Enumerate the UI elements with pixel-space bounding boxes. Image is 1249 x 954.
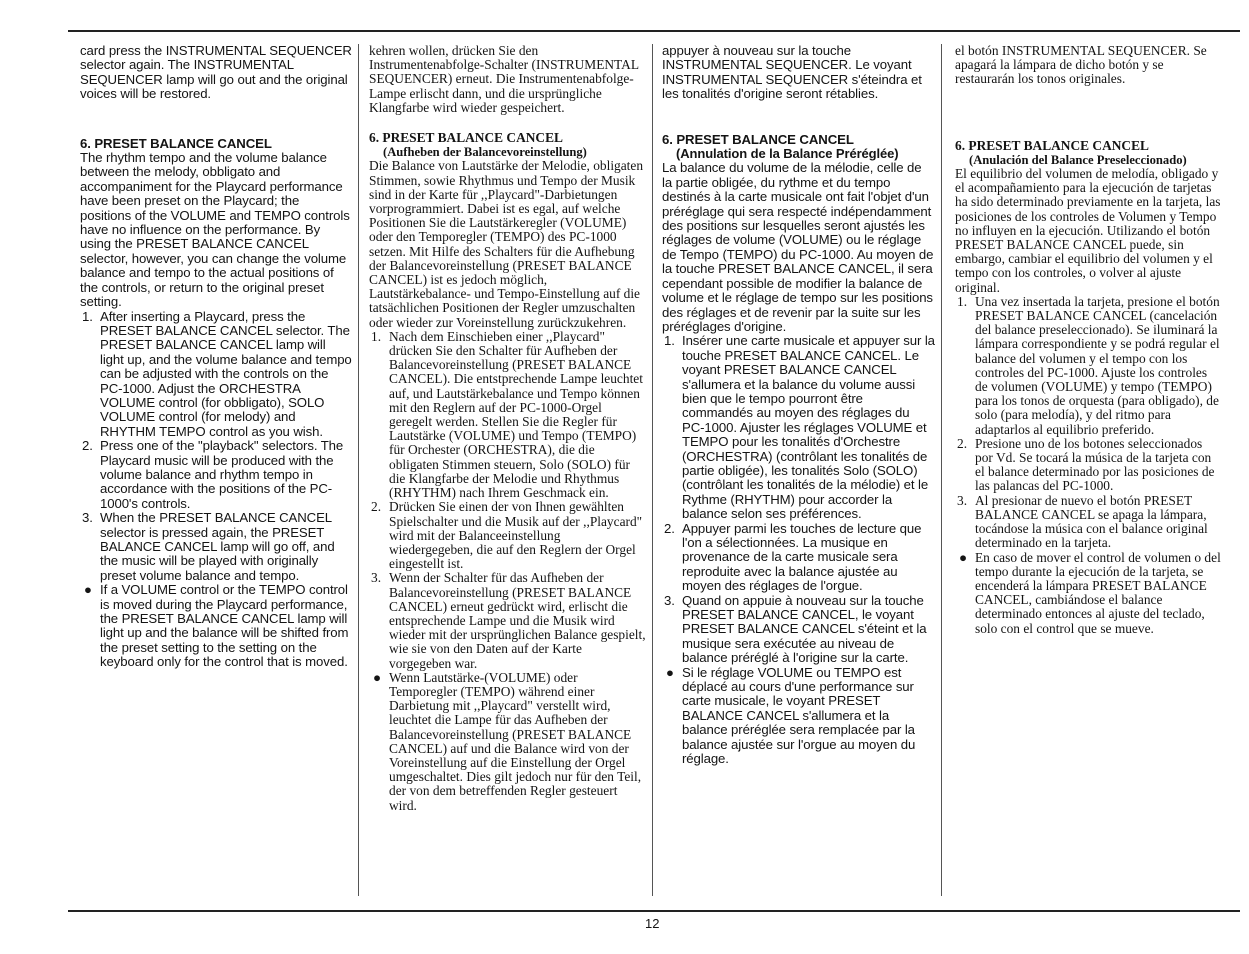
- column-french: [662, 44, 935, 767]
- column-divider-2: [652, 44, 653, 896]
- german-intro: kehren wollen, drücken Sie den Instrumentenabfolge-Schalter (INSTRUMENTAL SEQUENCER) erneut. Die Instrumentenabfolge-Lampe erlischt dann, und die ursprüngliche Klangfarbe wird wieder gespeichert.: [369, 44, 639, 115]
- list-item-text: Insérer une carte musicale et appuyer sur la touche PRESET BALANCE CANCEL. Le voyant PRESET BALANCE CANCEL s'allumera et la balance du volume aussi bien que le tempo pourront être commandés au moyen des réglages du PC-1000. Ajuster les réglages VOLUME et TEMPO pour les tonalités d'Orchestre (ORCHESTRA) (contrôlant les tonalités de partie obligée), les tonalités Solo (SOLO) (contrôlant les tonalités de la mélodie) et le Rythme (RHYTHM) pour accorder la balance selon ses préférences.: [682, 333, 935, 522]
- bullet-marker: ●: [373, 669, 382, 685]
- bullet-marker: ●: [959, 549, 968, 565]
- list-marker: 2.: [371, 499, 382, 515]
- french-list: [662, 334, 935, 766]
- french-body: La balance du volume de la mélodie, celle de la partie obligée, du rythme et du tempo destinés à la carte musicale ont fait l'objet d'un préréglage qui sera respecté indépendamment des positions sur lesquelles seront ajustés les réglages de volume (VOLUME) ou le réglage de Tempo (TEMPO) du PC-1000. Au moyen de la touche PRESET BALANCE CANCEL, il sera cependant possible de modifier la balance de volume et le réglage de tempo sur les positions des réglages et de revenir par la suite sur les préréglages d'origine.: [662, 160, 934, 334]
- french-intro: appuyer à nouveau sur la touche INSTRUMENTAL SEQUENCER. Le voyant INSTRUMENTAL SEQUENCER s'éteindra et les tonalités d'origine seront rétablies.: [662, 44, 922, 102]
- list-item-text: When the PRESET BALANCE CANCEL selector is pressed again, the PRESET BALANCE CANCEL lamp will go off, and the music will be played with originally preset volume balance and tempo.: [100, 510, 335, 583]
- list-item: [955, 295, 1223, 437]
- list-item-text: Una vez insertada la tarjeta, presione el botón PRESET BALANCE CANCEL (cancelación del balance preseleccionado). Se iluminará la lámpara correspondiente y se podrá regular el balance del volumen y el tempo con los controles del PC-1000. Ajuste los controles de volumen (VOLUME) y tempo (TEMPO) para los tonos de orquesta (para obligado), de solo (para melodía), y del ritmo para adaptarlos al equilibrio preferido.: [975, 293, 1220, 437]
- list-item-text: Press one of the "playback" selectors. The Playcard music will be produced with the volume balance and rhythm tempo in accordance with the positions of the PC-1000's controls.: [100, 438, 344, 511]
- list-item: [80, 310, 352, 440]
- spanish-body: El equilibrio del volumen de melodía, obligado y el acompañamiento para la ejecución de tarjetas ha sido determinado previamente en la tarjeta, las posiciones de los controles de Volumen y Tempo no influyen en la ejecución. Utilizando el botón PRESET BALANCE CANCEL puede, sin embargo, cambiar el equilibrio del volumen y el tempo con los controles, o volver al ajuste original.: [955, 166, 1221, 295]
- list-item: [662, 334, 935, 521]
- column-divider-1: [358, 44, 359, 896]
- list-item-text: Wenn der Schalter für das Aufheben der Balancevoreinstellung (PRESET BALANCE CANCEL) erneut gedrückt wird, erlischt die entsprechende Lampe und die Musik wird wieder mit der ursprünglichen Balance gespielt, wie sie von den Daten auf der Karte vorgegeben war.: [389, 570, 646, 671]
- list-marker: 2.: [82, 438, 93, 454]
- list-item-text: Si le réglage VOLUME ou TEMPO est déplacé au cours d'une performance sur carte musicale, le voyant PRESET BALANCE CANCEL s'allumera et la balance préréglée sera remplacée par la balance ajustée sur l'orgue au moyen du réglage.: [682, 664, 916, 767]
- list-item: [662, 594, 935, 666]
- list-item-text: Presione uno de los botones seleccionados por Vd. Se tocará la música de la tarjeta con el balance determinado por las posiciones de las palancas del PC-1000.: [975, 435, 1215, 494]
- list-marker: 1.: [664, 333, 675, 349]
- german-body: Die Balance von Lautstärke der Melodie, obligaten Stimmen, sowie Rhythmus und Tempo der Musik sind in der Karte für ,,Playcard"-Darbietungen vorprogrammiert. Dabei ist es egal, auf welche Positionen Sie die Lautstärkeregler (VOLUME) oder den Temporegler (TEMPO) des PC-1000 setzen. Mit Hilfe des Schalters für die Aufhebung der Balancevoreinstellung (PRESET BALANCE CANCEL) ist es jedoch möglich, Lautstärkebalance- und Tempo-Einstellung auf die tatsächlichen Positionen der Regler umzuschalten oder wieder zur Voreinstellung zurückzukehren.: [369, 158, 644, 330]
- bullet-marker: ●: [84, 582, 92, 598]
- list-marker: 1.: [82, 308, 93, 324]
- list-item-text: Nach dem Einschieben einer ,,Playcard" drücken Sie den Schalter für Aufheben der Balancevoreinstellung (PRESET BALANCE CANCEL). Die entstprechende Lampe leuchtet auf, und Lautstärkebalance und Tempo können mit den Reglern auf der PC-1000-Orgel geregelt werden. Stellen Sie die Regler für Lautstärke (VOLUME) und Tempo (TEMPO) für Orchester (ORCHESTRA), die die obligaten Stimmen steuern, Solo (SOLO) für die Klangfarbe der Melodie und Rhythmus (RHYTHM) nach Ihrem Geschmack ein.: [389, 328, 643, 501]
- list-item: [80, 511, 352, 583]
- column-spanish: [955, 44, 1223, 636]
- list-marker: 3.: [371, 570, 382, 586]
- list-marker: 2.: [957, 435, 968, 451]
- column-german: [369, 44, 646, 813]
- spanish-list: [955, 295, 1223, 636]
- spanish-intro: el botón INSTRUMENTAL SEQUENCER. Se apagará la lámpara de dicho botón y se restaurarán los tonos originales.: [955, 44, 1207, 87]
- list-item: [662, 666, 935, 767]
- english-intro: card press the INSTRUMENTAL SEQUENCER selector again. The INSTRUMENTAL SEQUENCER lamp will go out and the original voices will be restored.: [80, 44, 352, 102]
- english-list: [80, 310, 352, 670]
- english-body: The rhythm tempo and the volume balance between the melody, obbligato and accompaniment for the Playcard performance have been preset on the Playcard; the positions of the VOLUME and TEMPO controls have no influence on the performance. By using the PRESET BALANCE CANCEL selector, however, you can change the volume balance and tempo to the actual positions of the controls, or return to the original preset setting.: [80, 150, 350, 310]
- spanish-heading: 6. PRESET BALANCE CANCEL: [955, 137, 1149, 153]
- list-item-text: Appuyer parmi les touches de lecture que l'on a sélectionnées. La musique en provenance de la carte musicale sera reproduite avec la balance ajustée au moyen des réglages de l'orgue.: [682, 520, 922, 594]
- top-rule: [68, 30, 1240, 32]
- german-list: [369, 330, 646, 813]
- list-marker: 3.: [82, 510, 93, 526]
- list-item: [369, 571, 646, 670]
- list-marker: 3.: [664, 592, 675, 608]
- list-marker: 2.: [664, 520, 675, 536]
- list-item-text: If a VOLUME control or the TEMPO control is moved during the Playcard performance, the PRESET BALANCE CANCEL lamp will light up and the balance will be shifted from the preset setting to the setting on the keyboard only for the control that is moved.: [100, 582, 349, 670]
- list-item: [662, 522, 935, 594]
- list-item: [369, 671, 646, 813]
- list-item-text: Drücken Sie einen der von Ihnen gewählten Spielschalter und die Musik auf der ,,Playcard" wird mit der Balanceeinstellung wiedergegeben, die auf den Reglern der Orgel eingestellt ist.: [389, 499, 643, 572]
- list-marker: 1.: [371, 328, 382, 344]
- list-item: [369, 500, 646, 571]
- french-subheading: (Annulation de la Balance Préréglée): [676, 146, 899, 162]
- list-item: [955, 551, 1223, 636]
- list-item: [80, 439, 352, 511]
- list-item-text: Quand on appuie à nouveau sur la touche PRESET BALANCE CANCEL, le voyant PRESET BALANCE CANCEL s'éteint et la musique sera exécutée au niveau de balance préréglé à l'origine sur la carte.: [682, 592, 927, 666]
- list-item-text: After inserting a Playcard, press the PRESET BALANCE CANCEL selector. The PRESET BALANCE CANCEL lamp will light up, and the volume balance and tempo can be adjusted with the controls on the PC-1000. Adjust the ORCHESTRA VOLUME control (for obbligato), SOLO VOLUME control (for melody) and RHYTHM TEMPO control as you wish.: [100, 308, 352, 439]
- german-subheading: (Aufheben der Balancevoreinstellung): [383, 145, 587, 160]
- list-item: [955, 437, 1223, 494]
- page-number: 12: [645, 916, 660, 931]
- list-item: [369, 330, 646, 500]
- list-item-text: En caso de mover el control de volumen o del tempo durante la ejecución de la tarjeta, se encenderá la lámpara PRESET BALANCE CANCEL, cambiándose el balance determinado entonces al ajuste del teclado, solo con el control que se mueve.: [975, 549, 1221, 636]
- german-heading: 6. PRESET BALANCE CANCEL: [369, 130, 563, 146]
- list-item-text: Wenn Lautstärke-(VOLUME) oder Temporegler (TEMPO) während einer Darbietung mit ,,Playcard" verstellt wird, leuchtet die Lampe für das Aufheben der Balancevoreinstellung (PRESET BALANCE CANCEL) auf und die Balance wird von der Voreinstellung auf die Einstellung der Orgel umgeschaltet. Dies gilt jedoch nur für den Teil, der von dem betreffenden Regler gesteuert wird.: [389, 669, 642, 813]
- list-marker: 3.: [957, 492, 968, 508]
- bullet-marker: ●: [666, 664, 674, 680]
- english-heading: 6. PRESET BALANCE CANCEL: [80, 135, 272, 151]
- list-item-text: Al presionar de nuevo el botón PRESET BALANCE CANCEL se apaga la lámpara, tocándose la música con el balance original determinado en la tarjeta.: [975, 492, 1208, 551]
- bottom-rule: [68, 910, 1240, 912]
- list-item: [955, 494, 1223, 551]
- list-marker: 1.: [957, 293, 968, 309]
- spanish-subheading: (Anulación del Balance Preseleccionado): [969, 152, 1187, 167]
- page-edge-shadow: [0, 0, 12, 954]
- list-item: [80, 583, 352, 669]
- column-divider-3: [941, 44, 942, 896]
- french-heading: 6. PRESET BALANCE CANCEL: [662, 131, 854, 147]
- column-english: [80, 44, 352, 670]
